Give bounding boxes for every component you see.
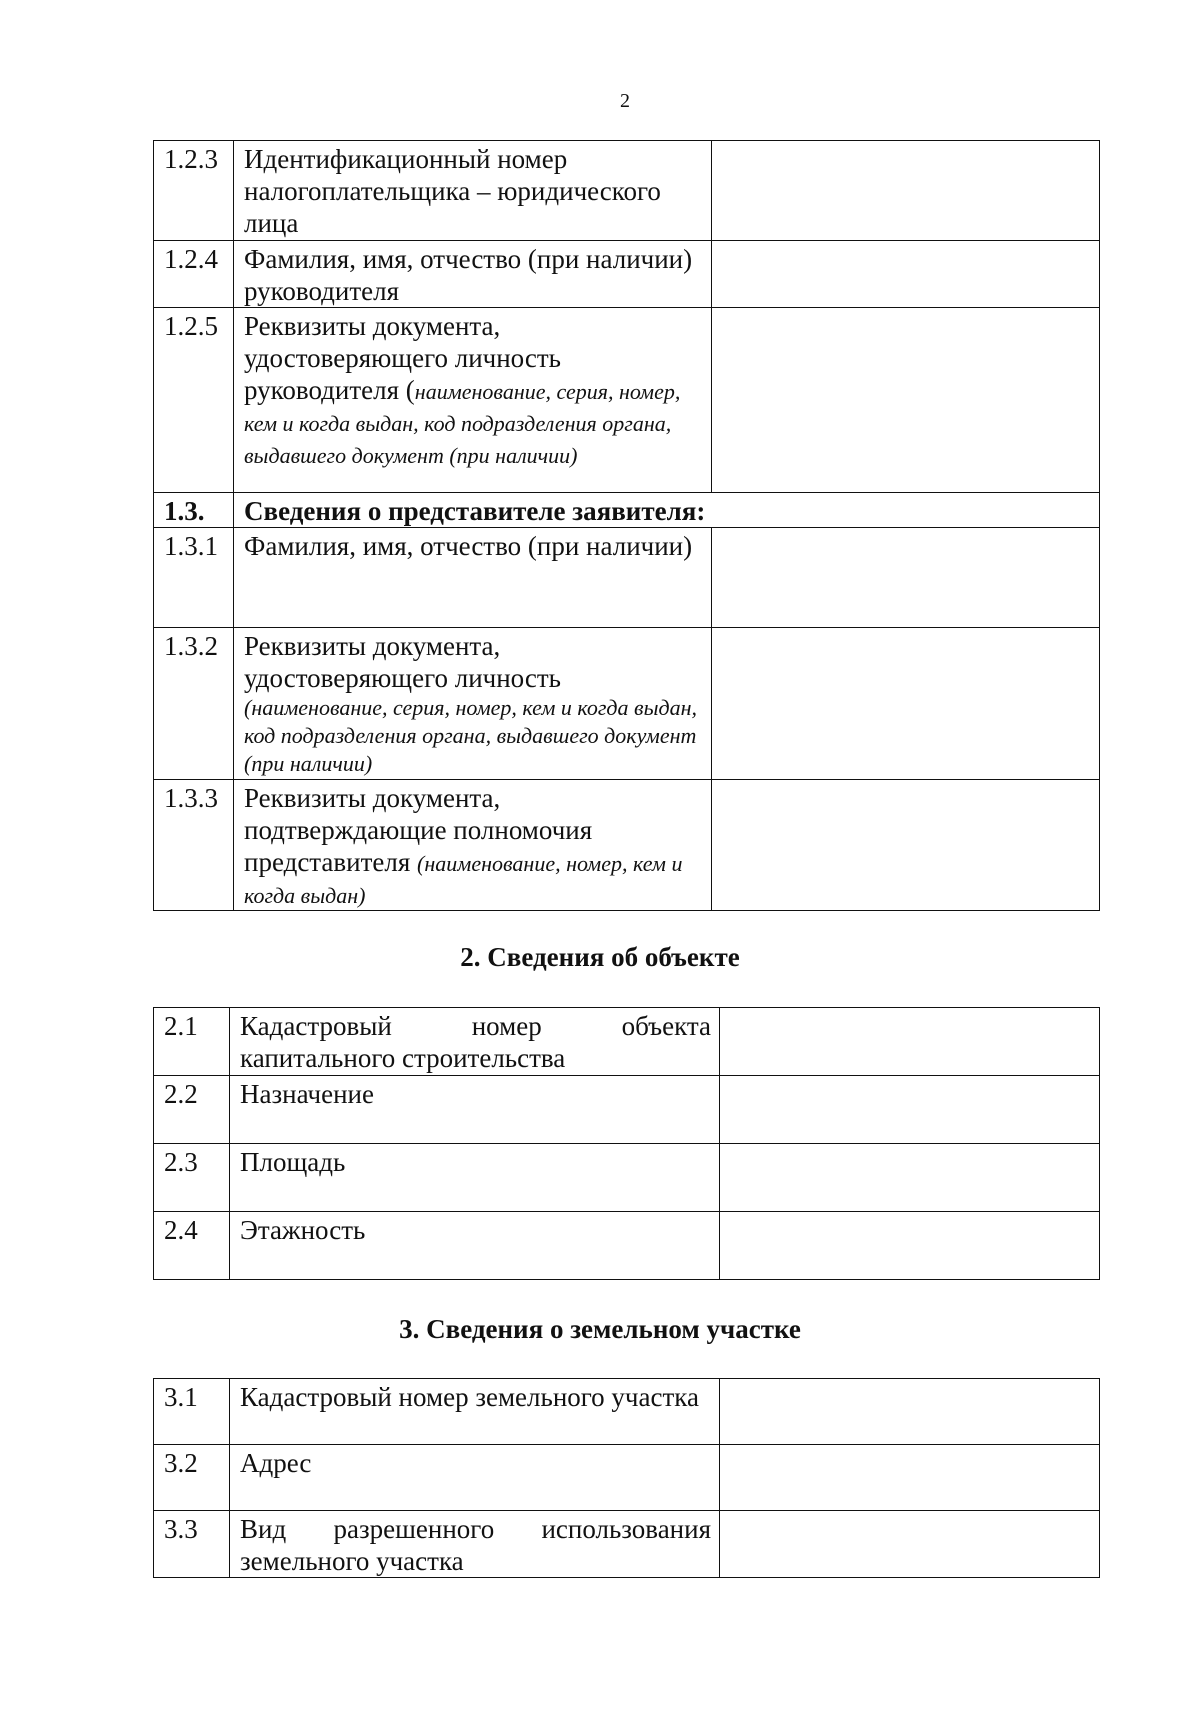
table-row <box>154 1008 1100 1076</box>
section-3-title: 3. Сведения о земельном участке <box>399 1314 801 1344</box>
row-label: Фамилия, имя, отчество (при наличии) руководителя <box>234 241 712 308</box>
table-row <box>154 780 1100 911</box>
value-cell[interactable] <box>712 628 1100 780</box>
value-cell[interactable] <box>712 780 1100 911</box>
row-note: наименование, серия, номер, кем и когда выдан, код подразделения органа, выдавшего документ (при наличии) <box>244 379 681 468</box>
table-row <box>154 241 1100 308</box>
row-label: Фамилия, имя, отчество (при наличии) <box>234 528 712 628</box>
table-row <box>154 308 1100 493</box>
row-label: Этажность <box>230 1212 720 1280</box>
row-number: 1.3.1 <box>154 528 234 628</box>
row-label-cell <box>234 628 712 780</box>
table-row <box>154 1511 1100 1578</box>
value-cell[interactable] <box>720 1212 1100 1280</box>
object-details-table <box>153 1007 1100 1280</box>
land-plot-details-table <box>153 1378 1100 1578</box>
row-label: Реквизиты документа, удостоверяющего личность <box>244 631 561 693</box>
row-label: Назначение <box>230 1076 720 1144</box>
row-number: 1.2.5 <box>154 308 234 493</box>
table-row <box>154 1144 1100 1212</box>
value-cell[interactable] <box>720 1511 1100 1578</box>
value-cell[interactable] <box>712 308 1100 493</box>
row-label-cell <box>234 308 712 493</box>
row-number: 2.3 <box>154 1144 230 1212</box>
table-row <box>154 141 1100 241</box>
row-label: Вид разрешенного использования земельного участка <box>230 1511 720 1578</box>
row-label: Реквизиты документа, подтверждающие полномочия представителя <box>244 783 593 877</box>
table-row-section-header <box>154 493 1100 528</box>
row-label: Кадастровый номер объекта капитального строительства <box>230 1008 720 1076</box>
row-label: Идентификационный номер налогоплательщика – юридического лица <box>234 141 712 241</box>
row-number: 3.3 <box>154 1511 230 1578</box>
row-number: 2.2 <box>154 1076 230 1144</box>
page-number: 2 <box>620 90 630 112</box>
row-number: 1.3. <box>154 493 234 528</box>
applicant-details-table <box>153 140 1100 911</box>
value-cell[interactable] <box>720 1144 1100 1212</box>
row-label: Реквизиты документа, удостоверяющего личность руководителя ( <box>244 311 561 405</box>
row-number: 1.2.4 <box>154 241 234 308</box>
row-note: (наименование, номер, кем и когда выдан) <box>244 851 683 908</box>
table-row <box>154 528 1100 628</box>
row-number: 2.1 <box>154 1008 230 1076</box>
row-label-cell <box>234 780 712 911</box>
row-number: 3.1 <box>154 1379 230 1445</box>
table-row <box>154 1212 1100 1280</box>
value-cell[interactable] <box>720 1445 1100 1511</box>
value-cell[interactable] <box>720 1076 1100 1144</box>
section-header-label: Сведения о представителе заявителя: <box>234 493 1100 528</box>
row-label: Кадастровый номер земельного участка <box>230 1379 720 1445</box>
row-number: 2.4 <box>154 1212 230 1280</box>
table-row <box>154 1076 1100 1144</box>
row-number: 1.3.2 <box>154 628 234 780</box>
value-cell[interactable] <box>720 1379 1100 1445</box>
row-number: 3.2 <box>154 1445 230 1511</box>
row-note: (наименование, серия, номер, кем и когда выдан, код подразделения органа, выдавшего документ (при наличии) <box>244 695 698 776</box>
value-cell[interactable] <box>712 141 1100 241</box>
value-cell[interactable] <box>720 1008 1100 1076</box>
row-label: Площадь <box>230 1144 720 1212</box>
table-row <box>154 1379 1100 1445</box>
table-row <box>154 1445 1100 1511</box>
row-number: 1.2.3 <box>154 141 234 241</box>
row-number: 1.3.3 <box>154 780 234 911</box>
table-row <box>154 628 1100 780</box>
value-cell[interactable] <box>712 241 1100 308</box>
row-label: Адрес <box>230 1445 720 1511</box>
value-cell[interactable] <box>712 528 1100 628</box>
section-2-title: 2. Сведения об объекте <box>460 942 740 972</box>
